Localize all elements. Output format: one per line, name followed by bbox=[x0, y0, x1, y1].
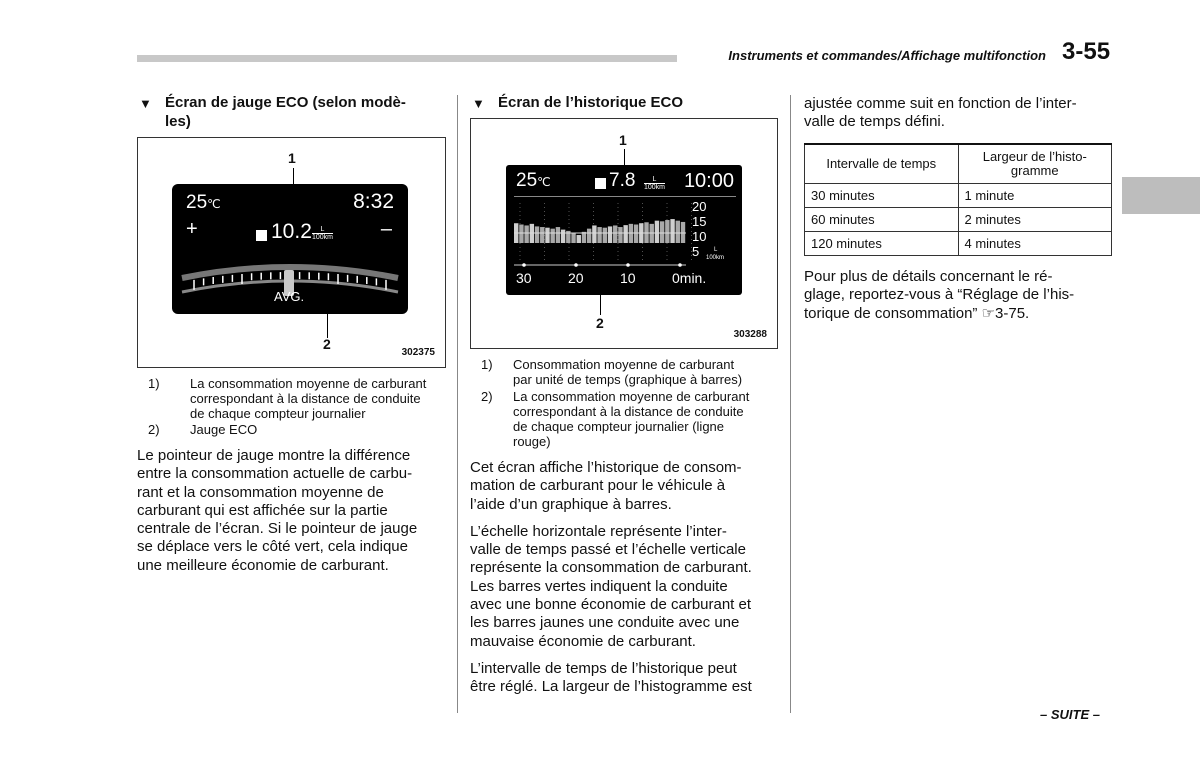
history-bar bbox=[545, 228, 549, 243]
eco-gauge-screen bbox=[172, 184, 408, 314]
table-header-cell: Intervalle de temps bbox=[805, 144, 959, 184]
callout-2: 2 bbox=[323, 336, 331, 352]
x-tick-label: 30 bbox=[516, 270, 532, 286]
x-tick-dot bbox=[522, 263, 526, 267]
history-bar bbox=[571, 233, 575, 243]
table-row bbox=[805, 208, 1112, 232]
figure-code: 302375 bbox=[401, 347, 435, 358]
paragraph: L’échelle horizontale représente l’inter- valle de temps passé et l’échelle verticale représente la consommation de carburant. Les barres vertes indiquent la conduite avec une bonne économie de carburant et les barres jaunes une conduite avec une mauvaise économie de carburant. bbox=[470, 522, 752, 650]
history-bar bbox=[608, 226, 612, 243]
avg-label: AVG. bbox=[274, 289, 305, 304]
economy-unit: L 100km bbox=[312, 226, 334, 241]
economy-readout: 10.2 bbox=[271, 220, 312, 243]
table-header-row bbox=[805, 144, 1112, 184]
history-bar bbox=[676, 221, 680, 243]
history-bar bbox=[556, 227, 560, 243]
caption-item: 1) Consommation moyenne de carburant par unité de temps (graphique à barres) bbox=[481, 357, 743, 387]
minus-sign: – bbox=[380, 218, 392, 240]
table-cell: 30 minutes bbox=[805, 184, 959, 208]
column-divider-left bbox=[457, 95, 458, 713]
caption-item: 2) La consommation moyenne de carburant correspondant à la distance de conduite de chaque compteur journalier (ligne rouge) bbox=[481, 389, 750, 449]
history-bar bbox=[603, 228, 607, 243]
column-divider-right bbox=[790, 95, 791, 713]
eco-gauge-figure bbox=[137, 137, 446, 368]
triangle-bullet-icon: ▼ bbox=[472, 96, 485, 111]
section-thumb-tab bbox=[1122, 177, 1200, 214]
table-cell: 4 minutes bbox=[958, 232, 1112, 256]
table-row bbox=[805, 184, 1112, 208]
heading-line: les) bbox=[165, 113, 191, 130]
table-header-cell: Largeur de l’histo- gramme bbox=[958, 144, 1112, 184]
table-intro: ajustée comme suit en fonction de l’inter- valle de temps défini. bbox=[804, 95, 1077, 131]
header-rule bbox=[137, 55, 677, 62]
y-tick-label: 15 bbox=[692, 214, 707, 229]
table-cell: 1 minute bbox=[958, 184, 1112, 208]
history-bar-chart bbox=[506, 197, 742, 295]
temperature-readout: 25℃ bbox=[186, 192, 221, 213]
table-row bbox=[805, 232, 1112, 256]
heading-line: Écran de jauge ECO (selon modè- bbox=[165, 94, 406, 111]
x-tick-dot bbox=[574, 263, 578, 267]
x-tick-label: 20 bbox=[568, 270, 584, 286]
eco-history-screen bbox=[506, 165, 742, 295]
interval-table bbox=[804, 143, 1112, 256]
history-bar bbox=[582, 232, 586, 243]
history-bar bbox=[618, 227, 622, 243]
page-header-title: Instruments et commandes/Affichage multifonction bbox=[728, 48, 1046, 63]
y-tick-label: 5 bbox=[692, 244, 700, 259]
economy-unit: L 100km bbox=[644, 176, 666, 191]
page-number: 3-55 bbox=[1062, 38, 1111, 65]
history-bar bbox=[613, 225, 617, 243]
history-bar bbox=[655, 221, 659, 243]
table-cell: 60 minutes bbox=[805, 208, 959, 232]
x-tick-dot bbox=[678, 263, 682, 267]
history-bar bbox=[592, 225, 596, 243]
y-unit-label: L bbox=[714, 247, 718, 253]
history-bar bbox=[587, 229, 591, 243]
eco-history-paragraphs bbox=[470, 459, 778, 706]
caption-item: 2) Jauge ECO bbox=[148, 422, 258, 437]
eco-history-figure bbox=[470, 118, 778, 349]
history-bar bbox=[519, 224, 523, 243]
reference-paragraph: Pour plus de détails concernant le ré- glage, reportez-vous à “Réglage de l’his- torique de consommation” ☞3-75. bbox=[804, 268, 1075, 322]
history-bar bbox=[681, 222, 685, 243]
a-badge-icon bbox=[595, 178, 606, 189]
history-bar bbox=[577, 235, 581, 243]
callout-1: 1 bbox=[619, 132, 627, 148]
triangle-bullet-icon: ▼ bbox=[139, 96, 152, 111]
temperature-readout: 25℃ bbox=[516, 170, 551, 191]
economy-readout: 7.8 bbox=[609, 170, 636, 191]
y-unit-label: 100km bbox=[706, 255, 725, 261]
paragraph: Cet écran affiche l’historique de consom- mation de carburant pour le véhicule à l’aide d’un graphique à barres. bbox=[470, 459, 742, 513]
callout-1: 1 bbox=[288, 150, 296, 166]
plus-sign: + bbox=[186, 218, 198, 240]
caption-item: 1) La consommation moyenne de carburant correspondant à la distance de conduite de chaque compteur journalier bbox=[148, 376, 427, 421]
callout-2: 2 bbox=[596, 315, 604, 331]
history-bar bbox=[535, 226, 539, 243]
history-bar bbox=[597, 227, 601, 243]
clock-readout: 8:32 bbox=[353, 190, 394, 213]
table-cell: 120 minutes bbox=[805, 232, 959, 256]
history-bar bbox=[634, 224, 638, 243]
y-tick-label: 20 bbox=[692, 199, 707, 214]
table-cell: 2 minutes bbox=[958, 208, 1112, 232]
a-badge-icon bbox=[256, 230, 267, 241]
callout-2-leader bbox=[327, 303, 328, 338]
history-bar bbox=[550, 229, 554, 243]
eco-gauge-paragraph: Le pointeur de jauge montre la différence entre la consommation actuelle de carbu- rant et la consommation moyenne de carburant qui est affichée sur la partie centrale de l’écran. Si le pointeur de jauge se déplace vers le côté vert, cela indique une meilleure économie de carburant. bbox=[137, 447, 418, 574]
eco-gauge-heading bbox=[139, 93, 449, 133]
x-tick-dot bbox=[626, 263, 630, 267]
history-bar bbox=[561, 230, 565, 243]
figure-code: 303288 bbox=[733, 329, 767, 340]
y-tick-label: 10 bbox=[692, 229, 707, 244]
history-bar bbox=[623, 225, 627, 243]
eco-history-heading: ▼ Écran de l’historique ECO bbox=[472, 94, 684, 111]
history-bar bbox=[665, 220, 669, 243]
history-bar bbox=[670, 219, 674, 243]
x-tick-label: 0min. bbox=[672, 270, 707, 286]
paragraph: L’intervalle de temps de l’historique peut être réglé. La largeur de l’histogramme est bbox=[470, 659, 752, 696]
history-bar bbox=[660, 221, 664, 243]
history-bar bbox=[524, 225, 528, 243]
history-bar bbox=[540, 227, 544, 243]
continued-marker: – SUITE – bbox=[1040, 707, 1100, 722]
x-tick-label: 10 bbox=[620, 270, 636, 286]
callout-2-leader bbox=[600, 267, 601, 315]
clock-readout: 10:00 bbox=[683, 170, 734, 192]
